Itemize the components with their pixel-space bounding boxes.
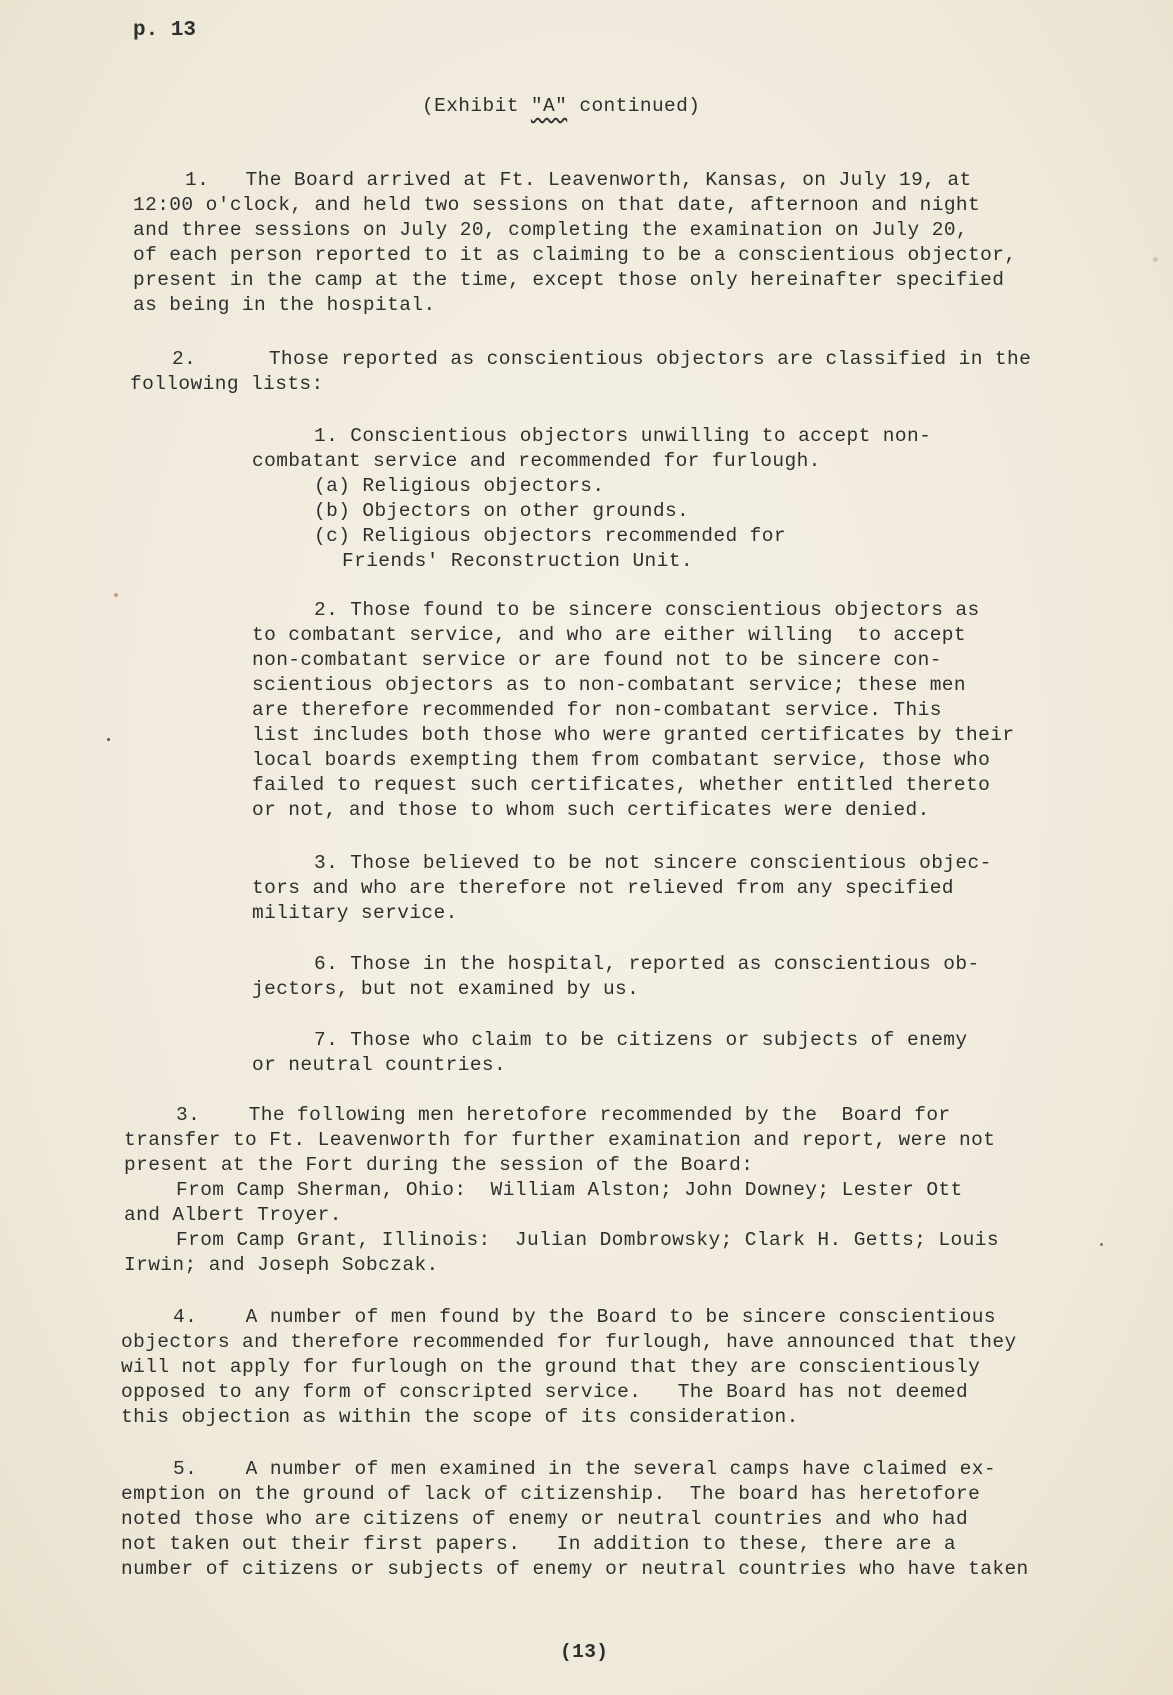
list-line: military service. — [252, 902, 458, 924]
list-line: local boards exempting them from combatant service, those who — [252, 749, 991, 771]
paragraph-2 — [130, 347, 1031, 397]
list-line: tors and who are therefore not relieved from any specified — [252, 877, 954, 899]
paragraph-line: opposed to any form of conscripted service. The Board has not deemed — [121, 1381, 969, 1403]
heading-prefix: (Exhibit — [422, 95, 531, 117]
list-subitem-c-continued: Friends' Reconstruction Unit. — [342, 550, 693, 572]
paragraph-line: Irwin; and Joseph Sobczak. — [124, 1254, 439, 1276]
paragraph-line: From Camp Grant, Illinois: Julian Dombrowsky; Clark H. Getts; Louis — [176, 1229, 999, 1251]
footer-page-number: (13) — [560, 1641, 609, 1663]
list-item-3 — [252, 851, 992, 926]
paragraph-5 — [121, 1457, 1029, 1582]
list-line: or neutral countries. — [252, 1054, 507, 1076]
list-line: 2. Those found to be sincere conscientious objectors as — [314, 599, 980, 621]
paragraph-line: this objection as within the scope of its consideration. — [121, 1406, 799, 1428]
paragraph-line: 5. A number of men examined in the several camps have claimed ex- — [173, 1458, 996, 1480]
paragraph-line: 2. Those reported as conscientious objectors are classified in the — [172, 348, 1032, 370]
list-line: scientious objectors as to non-combatant service; these men — [252, 674, 967, 696]
paragraph-line: and three sessions on July 20, completing the examination on July 20, — [133, 219, 969, 241]
list-item-1 — [252, 424, 931, 574]
exhibit-heading — [422, 94, 700, 119]
list-item-7 — [252, 1028, 968, 1078]
paragraph-line: emption on the ground of lack of citizenship. The board has heretofore — [121, 1483, 981, 1505]
paragraph-line: 12:00 o'clock, and held two sessions on that date, afternoon and night — [133, 194, 981, 216]
paragraph-line: not taken out their first papers. In addition to these, there are a — [121, 1533, 957, 1555]
paragraph-line: From Camp Sherman, Ohio: William Alston; John Downey; Lester Ott — [176, 1179, 963, 1201]
paragraph-line: noted those who are citizens of enemy or neutral countries and who had — [121, 1508, 969, 1530]
paper-speck — [107, 738, 110, 741]
paper-speck — [114, 593, 118, 597]
list-line: non-combatant service or are found not to be sincere con- — [252, 649, 942, 671]
paragraph-line: transfer to Ft. Leavenworth for further examination and report, were not — [124, 1129, 996, 1151]
list-line: failed to request such certificates, whether entitled thereto — [252, 774, 991, 796]
paragraph-line: objectors and therefore recommended for furlough, have announced that they — [121, 1331, 1017, 1353]
heading-suffix: continued) — [567, 95, 701, 117]
list-line: jectors, but not examined by us. — [252, 978, 640, 1000]
paragraph-4 — [121, 1305, 1017, 1430]
list-line: to combatant service, and who are either willing to accept — [252, 624, 967, 646]
paragraph-line: of each person reported to it as claiming to be a conscientious objector, — [133, 244, 1017, 266]
paper-speck — [1100, 1243, 1103, 1246]
paragraph-line: 4. A number of men found by the Board to be sincere conscientious — [173, 1306, 996, 1328]
list-line: 6. Those in the hospital, reported as conscientious ob- — [314, 953, 980, 975]
paragraph-line: and Albert Troyer. — [124, 1204, 342, 1226]
list-line: list includes both those who were granted certificates by their — [252, 724, 1015, 746]
paragraph-line: as being in the hospital. — [133, 294, 436, 316]
heading-exhibit-label: "A" — [530, 95, 568, 117]
paragraph-line: following lists: — [130, 373, 324, 395]
paragraph-line: 1. The Board arrived at Ft. Leavenworth, Kansas, on July 19, at — [185, 169, 972, 191]
paragraph-line: present at the Fort during the session of the Board: — [124, 1154, 754, 1176]
list-item-6 — [252, 952, 980, 1002]
paragraph-3 — [124, 1103, 999, 1278]
list-line: 7. Those who claim to be citizens or subjects of enemy — [314, 1029, 968, 1051]
list-line: are therefore recommended for non-combatant service. This — [252, 699, 942, 721]
list-line: 1. Conscientious objectors unwilling to accept non- — [314, 425, 932, 447]
list-subitem-b: (b) Objectors on other grounds. — [314, 500, 690, 522]
list-subitem-c: (c) Religious objectors recommended for — [314, 525, 786, 547]
page-label: p. 13 — [133, 19, 197, 42]
paragraph-1 — [133, 168, 1016, 318]
list-item-2 — [252, 598, 1014, 823]
paragraph-line: present in the camp at the time, except those only hereinafter specified — [133, 269, 1005, 291]
paragraph-line: 3. The following men heretofore recommended by the Board for — [176, 1104, 951, 1126]
list-line: 3. Those believed to be not sincere conscientious objec- — [314, 852, 992, 874]
paragraph-line: number of citizens or subjects of enemy or neutral countries who have taken — [121, 1558, 1029, 1580]
list-line: or not, and those to whom such certificates were denied. — [252, 799, 930, 821]
list-subitem-a: (a) Religious objectors. — [314, 475, 605, 497]
paragraph-line: will not apply for furlough on the ground that they are conscientiously — [121, 1356, 981, 1378]
paper-speck — [1153, 257, 1158, 262]
list-line: combatant service and recommended for furlough. — [252, 450, 821, 472]
